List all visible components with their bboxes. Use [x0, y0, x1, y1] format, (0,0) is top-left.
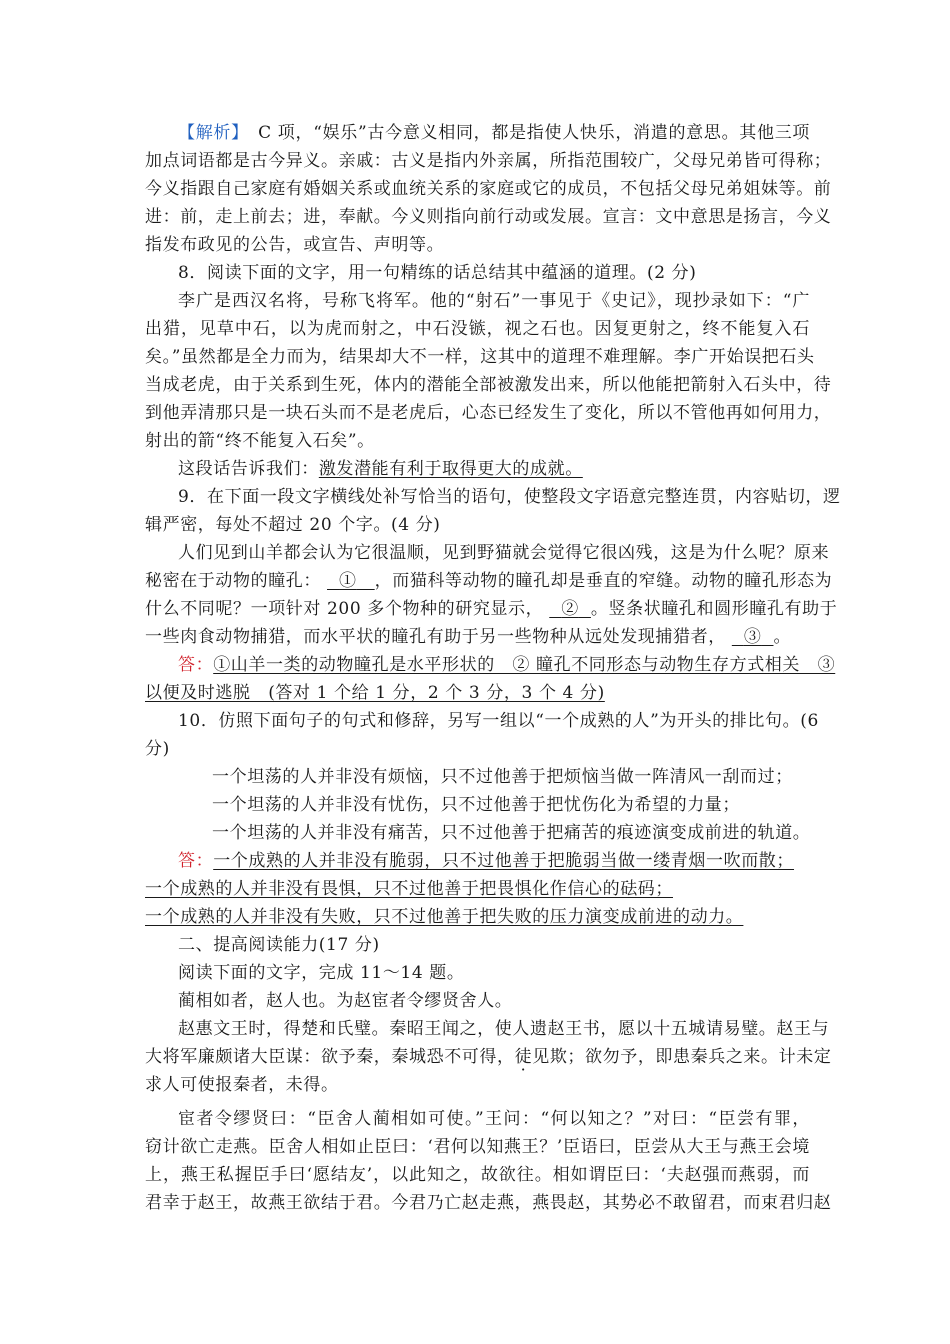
q9-passage-line: 人们见到山羊都会认为它很温顺，见到野猫就会觉得它很凶残，这是为什么呢？原来 — [178, 543, 830, 563]
q9-answer-label: 答： — [178, 655, 214, 675]
question-9-title-cont: 辑严密，每处不超过 20 个字。(4 分) — [145, 515, 441, 535]
q10-example: 一个坦荡的人并非没有痛苦，只不过他善于把痛苦的痕迹演变成前进的轨道。 — [212, 823, 811, 843]
q9-text: 秘密在于动物的瞳孔： — [145, 571, 321, 591]
q9-text: 一些肉食动物捕猎，而水平状的瞳孔有助于另一些物种从远处发现捕猎者， — [145, 627, 726, 647]
classical-text-line: 赵惠文王时，得楚和氏璧。秦昭王闻之，使人遗赵王书，愿以十五城请易璧。赵王与 — [178, 1019, 830, 1039]
q10-answer-line-1 — [178, 850, 810, 872]
classical-text-line: 宦者令缪贤曰：“臣舍人蔺相如可使。”王问：“何以知之？”对曰：“臣尝有罪， — [178, 1109, 810, 1129]
classical-text-line: 窃计欲亡走燕。臣舍人相如止臣曰：‘君何以知燕王？’臣语曰，臣尝从大王与燕王会境 — [145, 1137, 810, 1157]
q9-blank-2 — [549, 599, 591, 619]
question-8-title: 8．阅读下面的文字，用一句精练的话总结其中蕴涵的道理。(2 分) — [178, 263, 697, 283]
q8-answer: 激发潜能有利于取得更大的成就。 — [318, 459, 583, 479]
analysis-line-3: 今义指跟自己家庭有婚姻关系或血统关系的家庭或它的成员，不包括父母兄弟姐妹等。前 — [145, 179, 832, 199]
q8-prompt: 这段话告诉我们： — [178, 459, 319, 479]
q9-text: ，而猫科等动物的瞳孔却是垂直的窄缝。动物的瞳孔形态为 — [374, 571, 833, 591]
q9-text: 。 — [773, 627, 792, 647]
q8-passage-line: 李广是西汉名将，号称飞将军。他的“射石”一事见于《史记》，现抄录如下：“广 — [178, 291, 810, 311]
emphasis-dot-char: 徒 — [514, 1047, 533, 1067]
q8-answer-line — [178, 458, 810, 480]
q8-passage-line: 矣。”虽然都是全力而为，结果却大不一样，这其中的道理不难理解。李广开始误把石头 — [145, 347, 815, 367]
q9-blank-3 — [732, 627, 774, 647]
classical-text-line: 求人可使报秦者，未得。 — [145, 1075, 339, 1095]
q8-passage-line: 当成老虎，由于关系到生死，体内的潜能全部被激发出来，所以他能把箭射入石头中，待 — [145, 375, 832, 395]
q9-answer-cont: 以便及时逃脱 (答对 1 个给 1 分，2 个 3 分，3 个 4 分) — [145, 683, 605, 703]
classical-text-line: 上，燕王私握臣手曰‘愿结友’，以此知之，故欲往。相如谓臣曰：‘夫赵强而燕弱，而 — [145, 1165, 810, 1185]
q10-answer: 一个成熟的人并非没有失败，只不过他善于把失败的压力演变成前进的动力。 — [145, 907, 744, 927]
q9-text: 什么不同呢？一项针对 200 多个物种的研究显示， — [145, 599, 544, 619]
analysis-tag: 【解析】 — [178, 123, 241, 143]
classical-text-line: 蔺相如者，赵人也。为赵宦者令缪贤舍人。 — [178, 991, 513, 1011]
question-9-title: 9．在下面一段文字横线处补写恰当的语句，使整段文字语意完整连贯，内容贴切，逻 — [178, 487, 841, 507]
text-span: 见欺；欲勿予，即患秦兵之来。计未定 — [532, 1047, 832, 1067]
q8-passage-line: 射出的箭“终不能复入石矣”。 — [145, 431, 375, 451]
q10-answer: 一个成熟的人并非没有畏惧，只不过他善于把畏惧化作信心的砝码； — [145, 879, 673, 899]
q10-example: 一个坦荡的人并非没有忧伤，只不过他善于把忧伤化为希望的力量； — [212, 795, 740, 815]
q8-passage-line: 出猎，见草中石，以为虎而射之，中石没镞，视之石也。因复更射之，终不能复入石 — [145, 319, 810, 339]
analysis-line-4: 进：前，走上前去；进，奉献。今义则指向前行动或发展。宣言：文中意思是扬言，今义 — [145, 207, 832, 227]
analysis-line-2: 加点词语都是古今异义。亲戚：古义是指内外亲属，所指范围较广，父母兄弟皆可得称； — [145, 151, 832, 171]
q10-answer: 一个成熟的人并非没有脆弱，只不过他善于把脆弱当做一缕青烟一吹而散； — [213, 851, 795, 871]
section-heading: 二、提高阅读能力(17 分) — [178, 935, 380, 955]
q10-answer-label: 答： — [178, 851, 214, 871]
analysis-line-1 — [178, 122, 810, 144]
q10-answer-line-3 — [145, 906, 810, 928]
q9-passage-line — [145, 626, 810, 648]
question-10-title-cont: 分) — [145, 739, 170, 759]
q9-answer: ①山羊一类的动物瞳孔是水平形状的 ② 瞳孔不同形态与动物生存方式相关 ③ — [213, 655, 836, 675]
q9-passage-line — [145, 570, 833, 592]
blank-label: ③ — [743, 627, 762, 647]
text-span: 大将军廉颇诸大臣谋：欲予秦，秦城恐不可得， — [145, 1047, 515, 1067]
analysis-text: C 项，“娱乐”古今意义相同，都是指使人快乐，消遣的意思。其他三项 — [258, 123, 811, 143]
section-instruction: 阅读下面的文字，完成 11～14 题。 — [178, 963, 465, 983]
q10-answer-line-2 — [145, 878, 810, 900]
q9-answer-line-1 — [178, 654, 836, 676]
question-10-title: 10．仿照下面句子的句式和修辞，另写一组以“一个成熟的人”为开头的排比句。(6 — [178, 711, 819, 731]
blank-label: ② — [561, 599, 579, 619]
q9-text: 。竖条状瞳孔和圆形瞳孔有助于 — [590, 599, 838, 619]
blank-label: ① — [339, 571, 357, 591]
q8-passage-line: 到他弄清那只是一块石头而不是老虎后，心态已经发生了变化，所以不管他再如何用力， — [145, 403, 832, 423]
q9-blank-1 — [327, 571, 375, 591]
analysis-line-5: 指发布政见的公告，或宣告、声明等。 — [145, 235, 445, 255]
q9-answer-line-2 — [145, 682, 810, 704]
classical-text-line — [145, 1046, 832, 1068]
q9-passage-line — [145, 598, 838, 620]
classical-text-line: 君幸于赵王，故燕王欲结于君。今君乃亡赵走燕，燕畏赵，其势必不敢留君，而束君归赵 — [145, 1193, 832, 1213]
q10-example: 一个坦荡的人并非没有烦恼，只不过他善于把烦恼当做一阵清风一刮而过； — [212, 767, 793, 787]
